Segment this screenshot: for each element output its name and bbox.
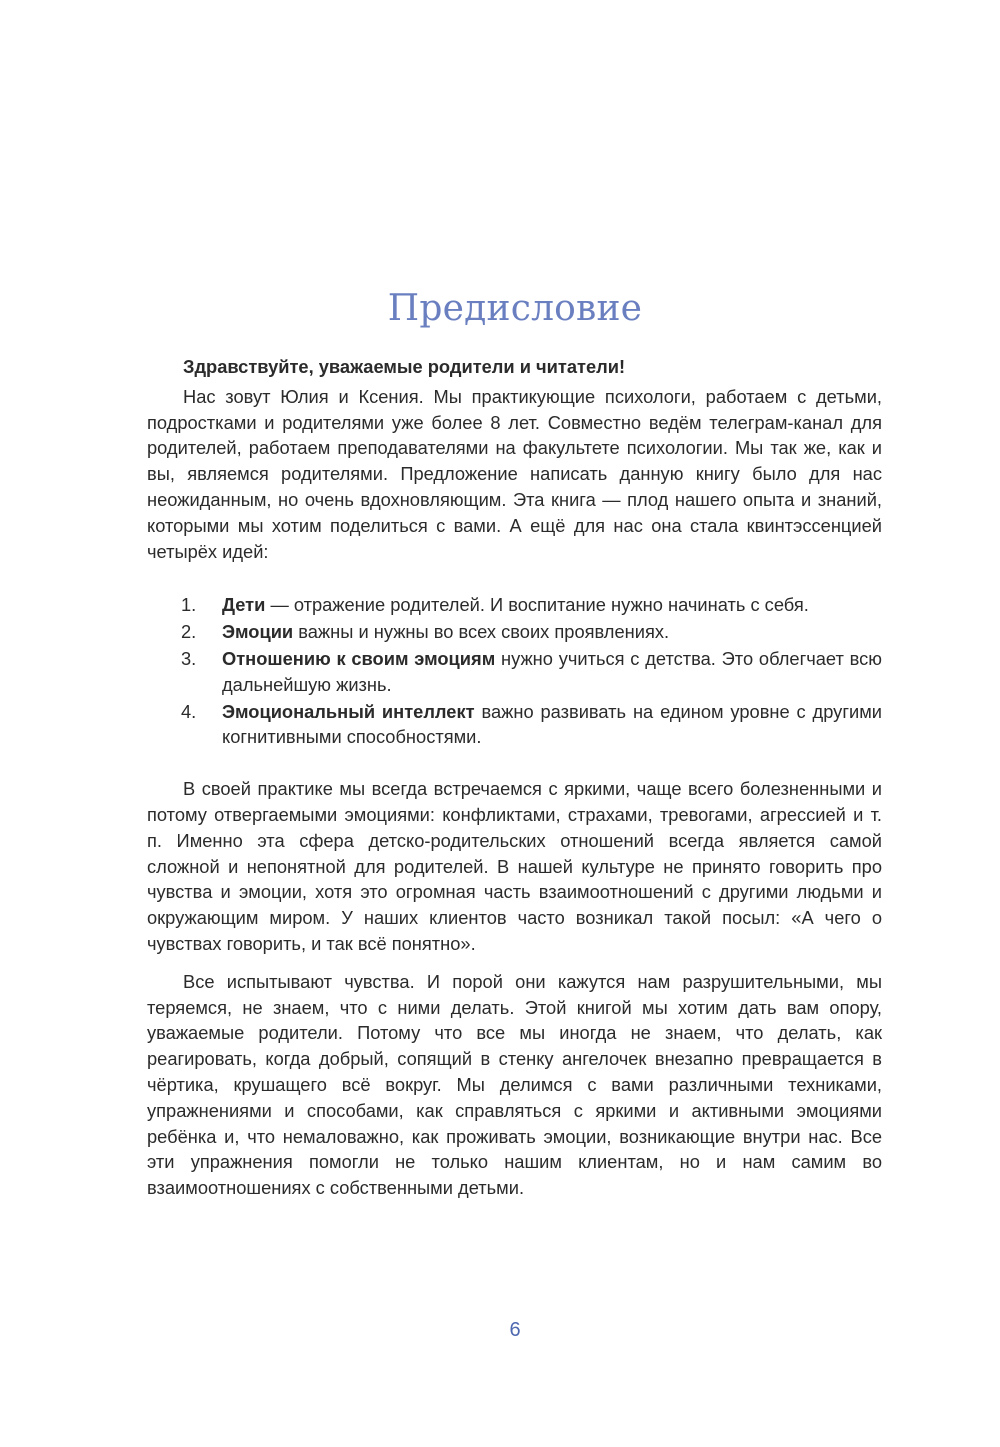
page-content — [147, 354, 882, 1201]
list-item-number: 2. — [181, 621, 197, 643]
list-item-bold: Дети — [222, 594, 266, 616]
list-item-number: 1. — [181, 594, 197, 616]
list-item-bold: Эмоции — [222, 621, 294, 643]
list-item-text: — отражение родителей. И воспитание нужно начинать с себя. — [265, 594, 809, 616]
list-item — [147, 646, 882, 698]
list-item-number: 4. — [181, 700, 197, 722]
list-item-bold: Отношению к своим эмоциям — [222, 647, 496, 669]
list-item-number: 3. — [181, 647, 197, 669]
page-number: 6 — [509, 1319, 521, 1341]
list-item — [147, 592, 882, 618]
list-item — [147, 619, 882, 645]
list-item-text: важно развивать на едином уровне с другими когнитивными способностями. — [222, 700, 882, 748]
chapter-title: Предисловие — [387, 288, 643, 329]
greeting-line: Здравствуйте, уважаемые родители и читатели! — [183, 356, 626, 377]
body-paragraph-2: Все испытывают чувства. И порой они кажутся нам разрушительными, мы теряемся, не знаем, что с ними делать. Этой книгой мы хотим дать вам опору, уважаемые родители. Потому что все мы иногда не знаем, что делать, как реагировать, когда добрый, сопящий в стенку ангелочек внезапно превращается в чёртика, крушащего всё вокруг. Мы делимся с вами различными техниками, упражнениями и способами, как справляться с яркими и активными эмоциями ребёнка и, что немаловажно, как проживать эмоции, возникающие внутри нас. Все эти упражнения помогли не только нашим клиентам, но и нам самим во взаимоотношениях с собственными детьми. — [147, 970, 882, 1199]
list-item-text: нужно учиться с детства. Это облегчает всю дальнейшую жизнь. — [222, 647, 882, 695]
list-item-bold: Эмоциональный интеллект — [222, 700, 475, 722]
list-item-text: важны и нужны во всех своих проявлениях. — [293, 621, 670, 643]
ideas-list — [147, 592, 882, 750]
body-paragraph-1: В своей практике мы всегда встречаемся с яркими, чаще всего болезненными и потому отвергаемыми эмоциями: конфликтами, страхами, тревогами, агрессией и т. п. Именно эта сфера детско-родительских отношений всегда является самой сложной и непонятной для родителей. В нашей культуре не принято говорить про чувства и эмоции, хотя это огромная часть взаимоотношений с другими людьми и окружающим миром. У наших клиентов часто возникал такой посыл: «А чего о чувствах говорить, и так всё понятно». — [147, 778, 882, 954]
list-item — [147, 699, 882, 751]
intro-paragraph: Нас зовут Юлия и Ксения. Мы практикующие психологи, работаем с детьми, подростками и родителями уже более 8 лет. Совместно ведём телеграм-канал для родителей, работаем преподавателями на факультете психологии. Мы так же, как и вы, являемся родителями. Предложение написать данную книгу было для нас неожиданным, но очень вдохновляющим. Эта книга — плод нашего опыта и знаний, которыми мы хотим поделиться с вами. А ещё для нас она стала квинтэссенцией четырёх идей: — [147, 385, 882, 562]
